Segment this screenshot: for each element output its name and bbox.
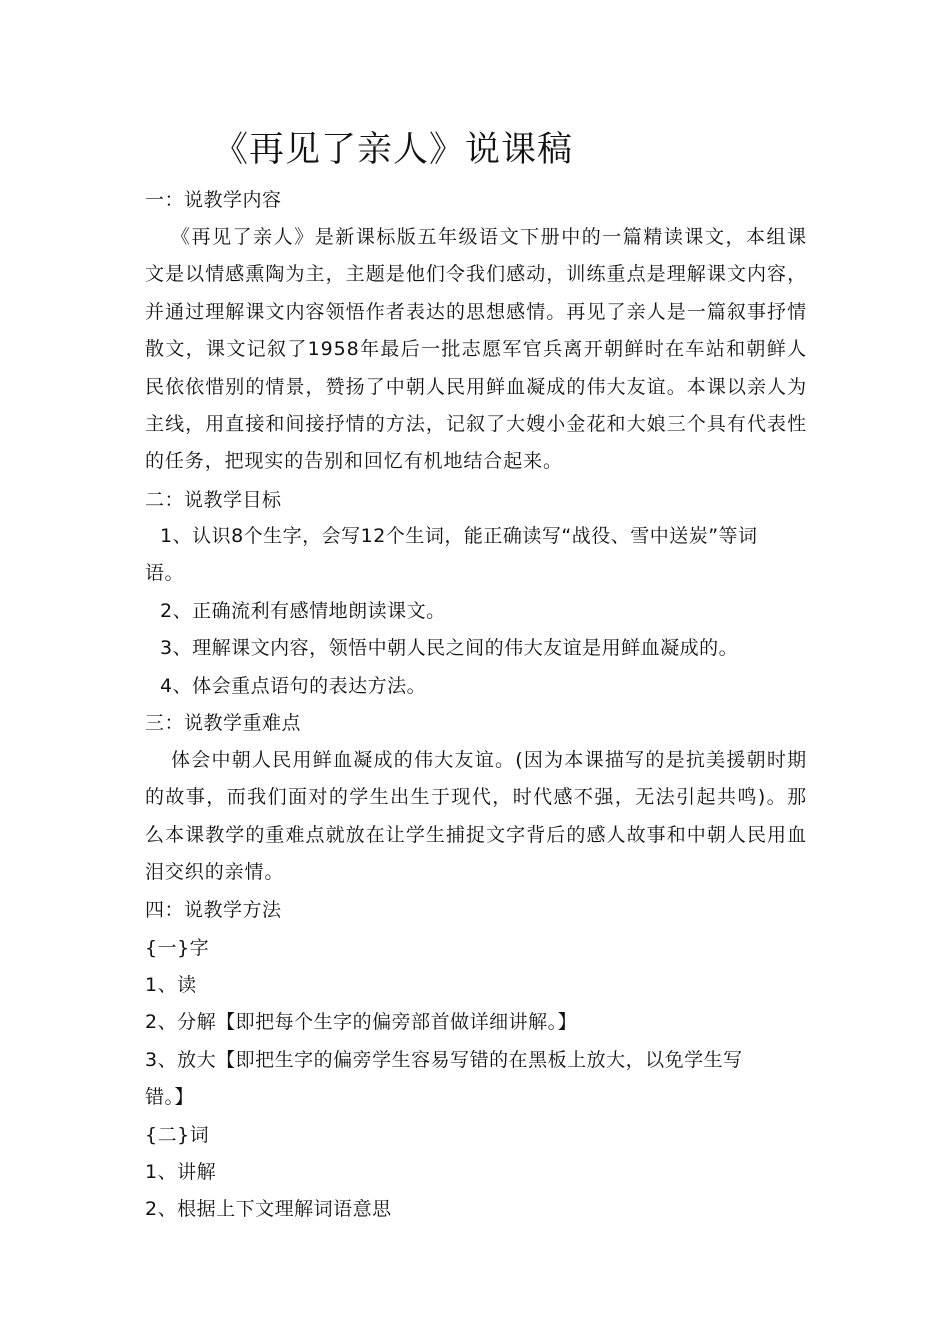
method-part-words-heading: {二}词: [145, 1124, 210, 1146]
content-paragraph: 《再见了亲人》是新课标版五年级语文下册中的一篇精读课文，本组课文是以情感熏陶为主，主题是他们令我们感动，训练重点是理解课文内容，并通过理解课文内容领悟作者表达的思想感情。再见了亲人是一篇叙事抒情散文，课文记叙了1958年最后一批志愿军官兵离开朝鲜时在车站和朝鲜人民依依惜别的情景，赞扬了中朝人民用鲜血凝成的伟大友谊。本课以亲人为主线，用直接和间接抒情的方法，记叙了大嫂小金花和大娘三个具有代表性的任务，把现实的告别和回忆有机地结合起来。: [145, 226, 807, 473]
method-item-decompose: 2、分解【即把每个生字的偏旁部首做详细讲解。】: [145, 1011, 578, 1033]
section-heading-content: 一：说教学内容: [145, 189, 282, 211]
section-heading-methods: 四：说教学方法: [145, 899, 282, 921]
goal-item-2: 2、正确流利有感情地朗读课文。: [160, 600, 446, 622]
goal-item-1-line2: 语。: [145, 562, 185, 584]
section-heading-goals: 二：说教学目标: [145, 489, 282, 511]
method-item-explain: 1、讲解: [145, 1161, 217, 1183]
method-item-enlarge-line2: 错。】: [145, 1086, 195, 1108]
method-item-enlarge-line1: 3、放大【即把生字的偏旁学生容易写错的在黑板上放大，以免学生写: [145, 1049, 743, 1071]
page-title: 《再见了亲人》说课稿: [213, 130, 574, 170]
method-item-context: 2、根据上下文理解词语意思: [145, 1198, 392, 1220]
method-part-characters-heading: {一}字: [145, 937, 210, 959]
goal-item-1-line1: 1、认识8个生字，会写12个生词，能正确读写“战役、雪中送炭”等词: [160, 525, 758, 547]
difficulties-paragraph: 体会中朝人民用鲜血凝成的伟大友谊。(因为本课描写的是抗美援朝时期的故事，而我们面对的学生出生于现代，时代感不强，无法引起共鸣)。那么本课教学的重难点就放在让学生捕捉文字背后的感人故事和中朝人民用血泪交织的亲情。: [145, 749, 807, 884]
goal-item-3: 3、理解课文内容，领悟中朝人民之间的伟大友谊是用鲜血凝成的。: [160, 637, 739, 659]
section-heading-difficulties: 三：说教学重难点: [145, 712, 302, 734]
method-item-read: 1、读: [145, 974, 197, 996]
goal-item-4: 4、体会重点语句的表达方法。: [160, 675, 427, 697]
